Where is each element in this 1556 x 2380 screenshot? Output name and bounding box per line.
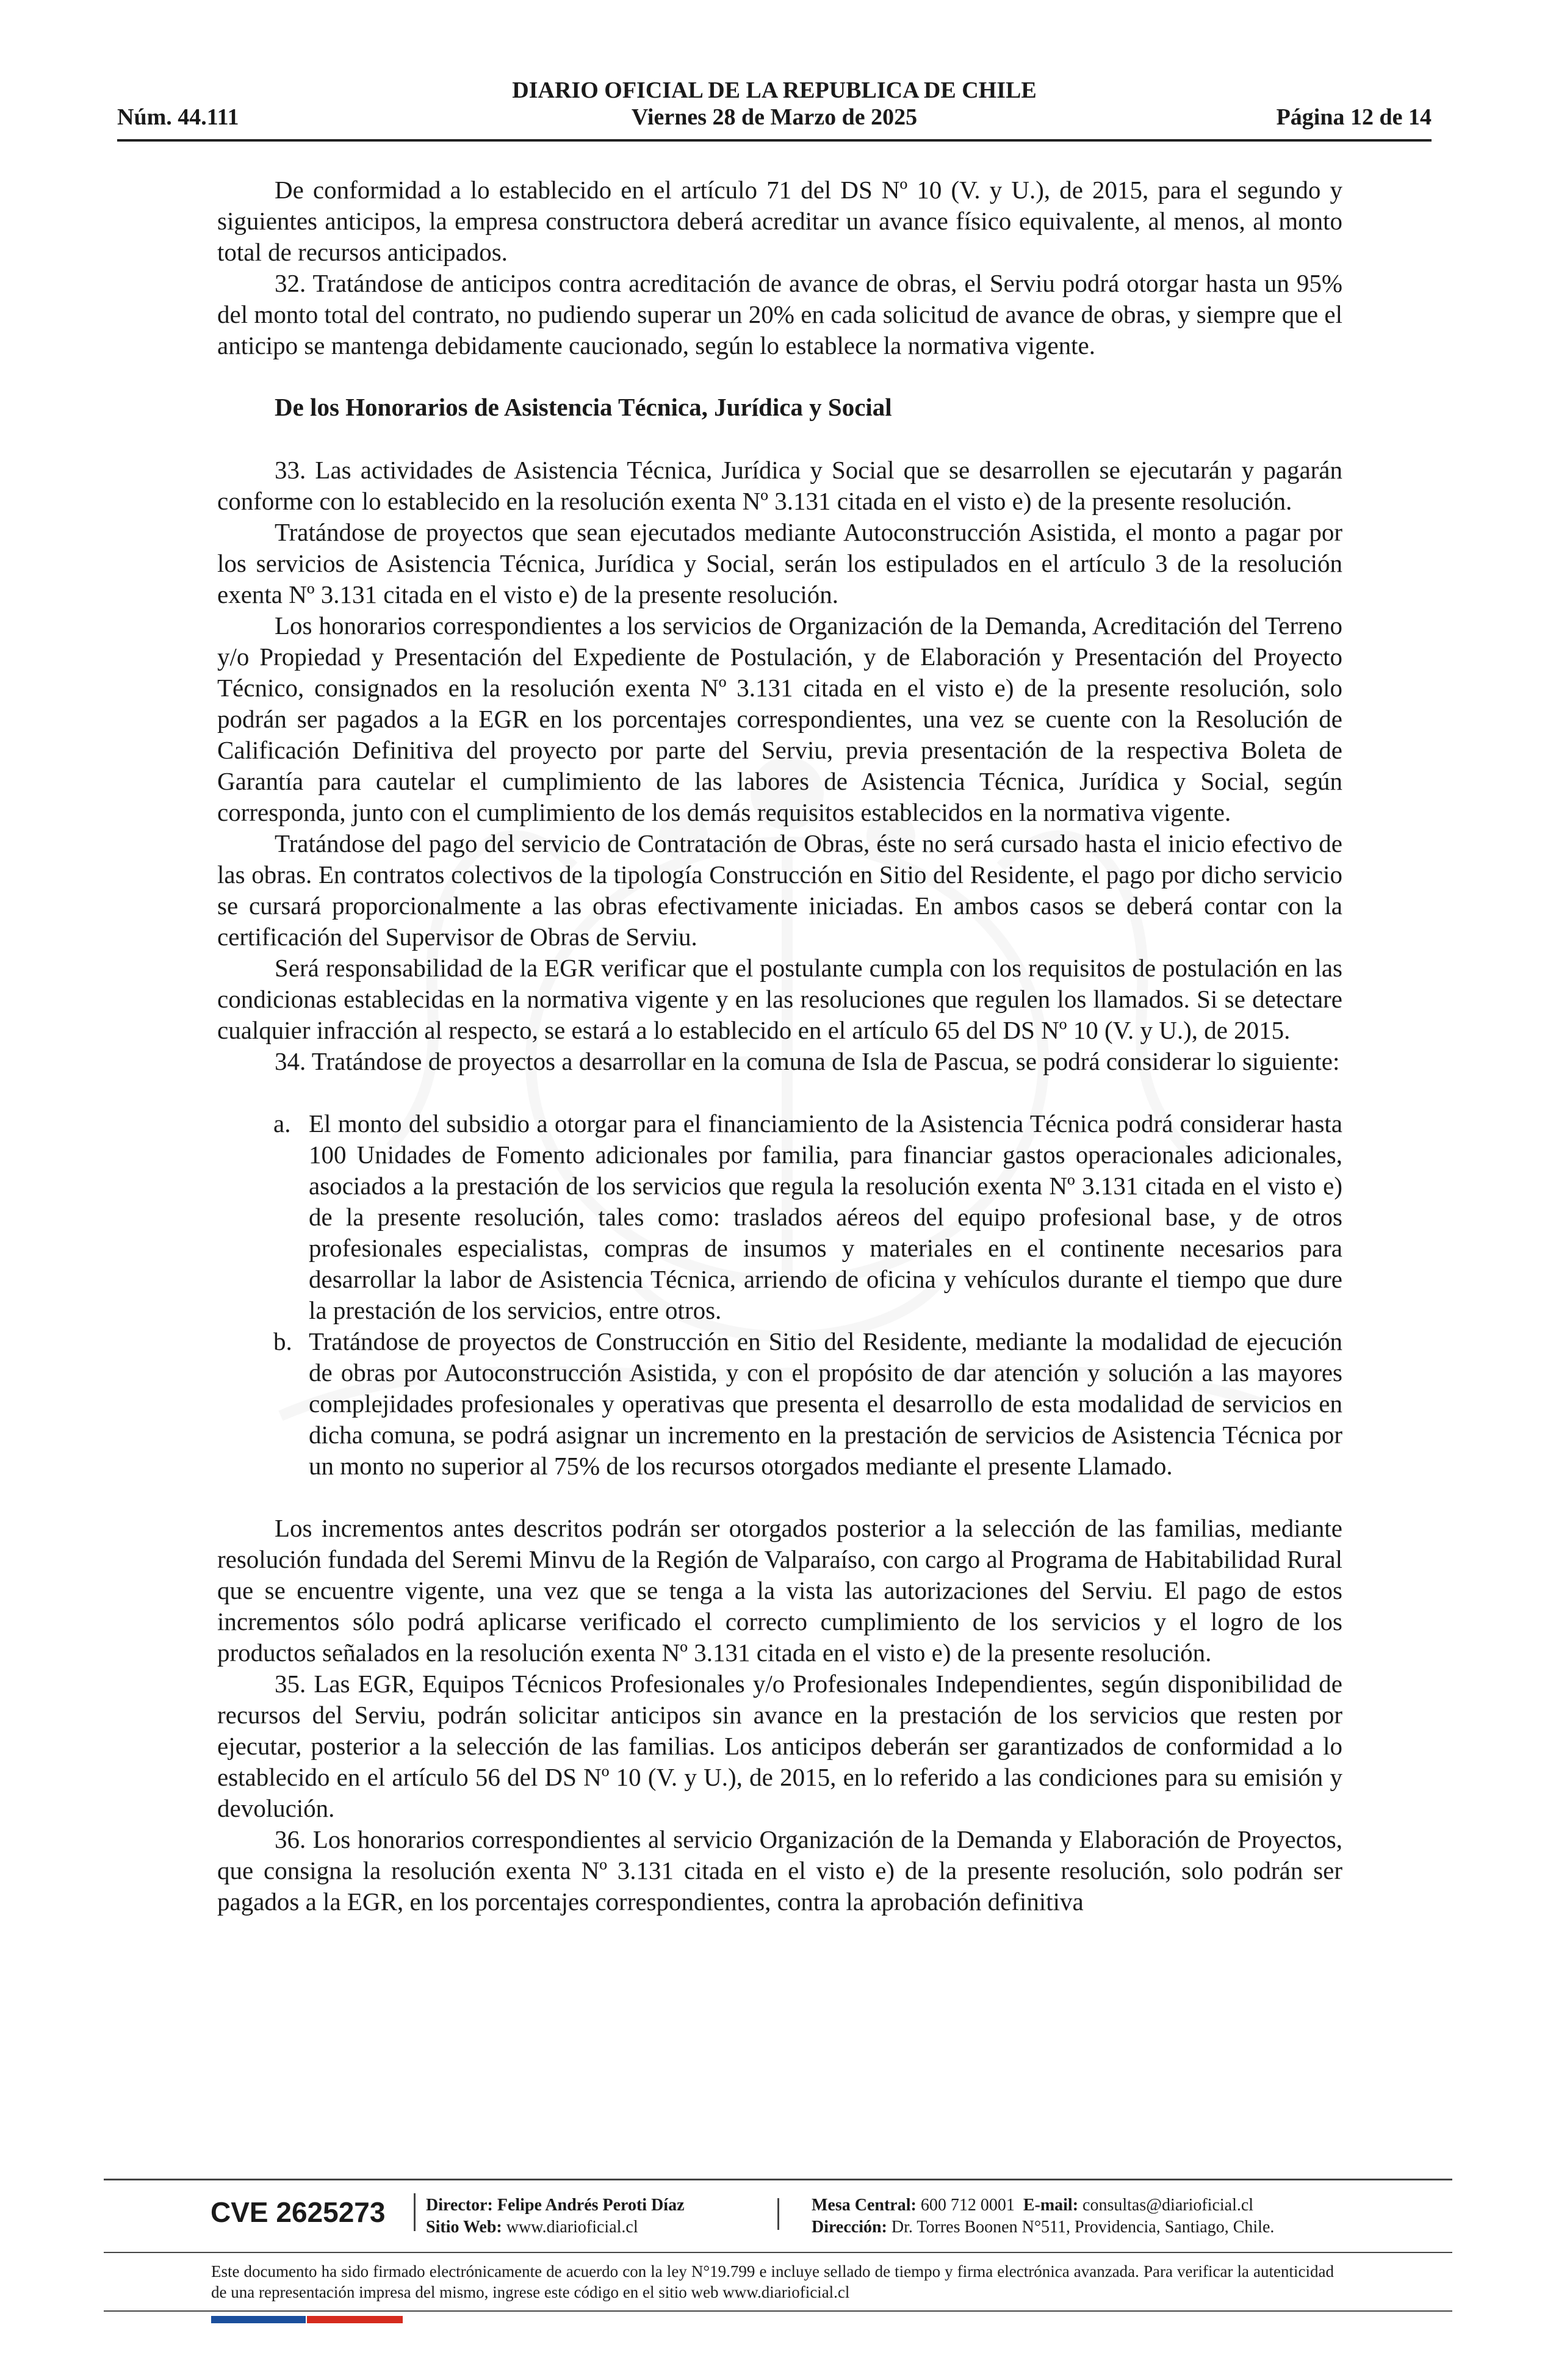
footer-divider-bottom: [104, 2310, 1452, 2312]
paragraph: 35. Las EGR, Equipos Técnicos Profesionales y/o Profesionales Independientes, según disponibilidad de recursos del Serviu, podrán solicitar anticipos sin avance en la prestación de los servicios que resten por ejecutar, posterior a la selección de las familias. Los anticipos deberán ser garantizados de conformidad a lo establecido en el artículo 56 del DS Nº 10 (V. y U.), de 2015, en lo referido a las condiciones para su emisión y devolución.: [217, 1670, 1342, 1822]
paragraph: Los incrementos antes descritos podrán ser otorgados posterior a la selección de las familias, mediante resolución fundada del Seremi Minvu de la Región de Valparaíso, con cargo al Programa de Habitabilidad Rural que se encuentre vigente, una vez que se tenga a la vista las autorizaciones del Serviu. El pago de estos incrementos sólo podrá aplicarse verificado el correcto cumplimiento de los servicios y el logro de los productos señalados en la resolución exenta Nº 3.131 citada en el visto e) de la presente resolución.: [217, 1514, 1342, 1667]
paragraph: 34. Tratándose de proyectos a desarrollar en la comuna de Isla de Pascua, se podrá considerar lo siguiente:: [275, 1047, 1340, 1075]
footer-separator: [414, 2193, 416, 2231]
paragraph: Los honorarios correspondientes a los servicios de Organización de la Demanda, Acreditación del Terreno y/o Propiedad y Presentación del Expediente de Postulación, y de Elaboración y Presentación del Proyecto Técnico, consignados en la resolución exenta Nº 3.131 citada en el visto e) de la presente resolución, solo podrán ser pagados a la EGR en los porcentajes correspondientes, una vez se cuente con la Resolución de Calificación Definitiva del proyecto por parte del Serviu, previa presentación de la respectiva Boleta de Garantía para cautelar el cumplimiento de las labores de Asistencia Técnica, Jurídica y Social, según corresponda, junto con el cumplimiento de los demás requisitos establecidos en la normativa vigente.: [217, 611, 1342, 826]
director-name: Felipe Andrés Peroti Díaz: [497, 2196, 685, 2215]
newspaper-title: DIARIO OFICIAL DE LA REPUBLICA DE CHILE: [512, 78, 1037, 103]
flag-red-segment: [307, 2316, 403, 2323]
web-label: Sitio Web:: [426, 2218, 502, 2237]
footer-divider-top: [104, 2179, 1452, 2180]
item-list: [217, 1108, 1342, 1482]
legal-notice: Este documento ha sido firmado electrónicamente de acuerdo con la ley N°19.799 e incluye sellado de tiempo y firma electrónica avanzada. Para verificar la autenticidad de una representación impresa del mismo, ingrese este código en el sitio web www.diarioficial.cl: [211, 2262, 1334, 2301]
header-divider: [117, 139, 1432, 142]
issue-date: Viernes 28 de Marzo de 2025: [631, 104, 918, 130]
paragraph: 36. Los honorarios correspondientes al servicio Organización de la Demanda y Elaboración de Proyectos, que consigna la resolución exenta Nº 3.131 citada en el visto e) de la presente resolución, solo podrán ser pagados a la EGR, en los porcentajes correspondientes, contra la aprobación definitiva: [217, 1825, 1342, 1916]
list-marker: b.: [273, 1327, 292, 1355]
director-label: Director:: [426, 2196, 493, 2215]
footer-divider-mid: [104, 2252, 1452, 2253]
paragraph: Tratándose del pago del servicio de Contratación de Obras, éste no será cursado hasta el inicio efectivo de las obras. En contratos colectivos de la tipología Construcción en Sitio del Residente, el pago por dicho servicio se cursará proporcionalmente a las obras efectivamente iniciadas. En ambos casos se deberá contar con la certificación del Supervisor de Obras de Serviu.: [217, 829, 1342, 951]
section-heading: De los Honorarios de Asistencia Técnica, Jurídica y Social: [275, 393, 892, 421]
page-header: [117, 77, 1432, 144]
director-block: [426, 2194, 685, 2238]
footer-separator: [777, 2198, 779, 2230]
paragraph: De conformidad a lo establecido en el artículo 71 del DS Nº 10 (V. y U.), de 2015, para el segundo y siguientes anticipos, la empresa constructora deberá acreditar un avance físico equivalente, al menos, al monto total de recursos anticipados.: [217, 176, 1342, 266]
spacer: [217, 1077, 1342, 1108]
contact-block: [812, 2194, 1274, 2238]
list-item-text: El monto del subsidio a otorgar para el financiamiento de la Asistencia Técnica podrá considerar hasta 100 Unidades de Fomento adicionales por familia, para financiar gastos operacionales adicionales, asociados a la prestación de los servicios que regula la resolución exenta Nº 3.131 citada en el visto e) de la presente resolución, tales como: traslados aéreos del equipo profesional base, y de otros profesionales especialistas, compras de insumos y materiales en el continente necesarios para desarrollar la labor de Asistencia Técnica, arriendo de oficina y vehículos durante el tiempo que dure la prestación de los servicios, entre otros.: [309, 1109, 1342, 1324]
address-label: Dirección:: [812, 2218, 887, 2237]
web-link[interactable]: www.diarioficial.cl: [506, 2218, 638, 2237]
mesa-label: Mesa Central:: [812, 2196, 917, 2215]
list-marker: a.: [273, 1109, 291, 1138]
paragraph: Será responsabilidad de la EGR verificar que el postulante cumpla con los requisitos de postulación en las condicionas establecidas en la normativa vigente y en las resoluciones que regulen los llamados. Si se detectare cualquier infracción al respecto, se estará a lo establecido en el artículo 65 del DS Nº 10 (V. y U.), de 2015.: [217, 954, 1342, 1044]
mesa-phone: 600 712 0001: [920, 2196, 1015, 2215]
list-item: [217, 1326, 1342, 1482]
email-link[interactable]: consultas@diarioficial.cl: [1082, 2196, 1254, 2215]
paragraph: Tratándose de proyectos que sean ejecutados mediante Autoconstrucción Asistida, el monto a pagar por los servicios de Asistencia Técnica, Jurídica y Social, serán los estipulados en el artículo 3 de la resolución exenta Nº 3.131 citada en el visto e) de la presente resolución.: [217, 518, 1342, 608]
email-label: E-mail:: [1023, 2196, 1079, 2215]
paragraph: 33. Las actividades de Asistencia Técnica, Jurídica y Social que se desarrollen se ejecutarán y pagarán conforme con lo establecido en la resolución exenta Nº 3.131 citada en el visto e) de la presente resolución.: [217, 456, 1342, 515]
list-item: [217, 1108, 1342, 1326]
issue-number: Núm. 44.111: [117, 104, 239, 130]
cve-code: CVE 2625273: [211, 2196, 386, 2228]
document-body: [217, 175, 1342, 1917]
address-value: Dr. Torres Boonen N°511, Providencia, Santiago, Chile.: [891, 2218, 1275, 2237]
paragraph: 32. Tratándose de anticipos contra acreditación de avance de obras, el Serviu podrá otorgar hasta un 95% del monto total del contrato, no pudiendo superar un 20% en cada solicitud de avance de obras, y siempre que el anticipo se mantenga debidamente caucionado, según lo establece la normativa vigente.: [217, 269, 1342, 359]
flag-blue-segment: [211, 2316, 306, 2323]
list-item-text: Tratándose de proyectos de Construcción en Sitio del Residente, mediante la modalidad de ejecución de obras por Autoconstrucción Asistida, y con el propósito de dar atención y solución a las mayores complejidades profesionales y operativas que presenta el desarrollo de esta modalidad de servicios en dicha comuna, se podrá asignar un incremento en la prestación de servicios de Asistencia Técnica por un monto no superior al 75% de los recursos otorgados mediante el presente Llamado.: [309, 1327, 1342, 1480]
flag-stripe: [211, 2316, 403, 2323]
spacer: [217, 1482, 1342, 1513]
page-indicator: Página 12 de 14: [1276, 104, 1432, 130]
